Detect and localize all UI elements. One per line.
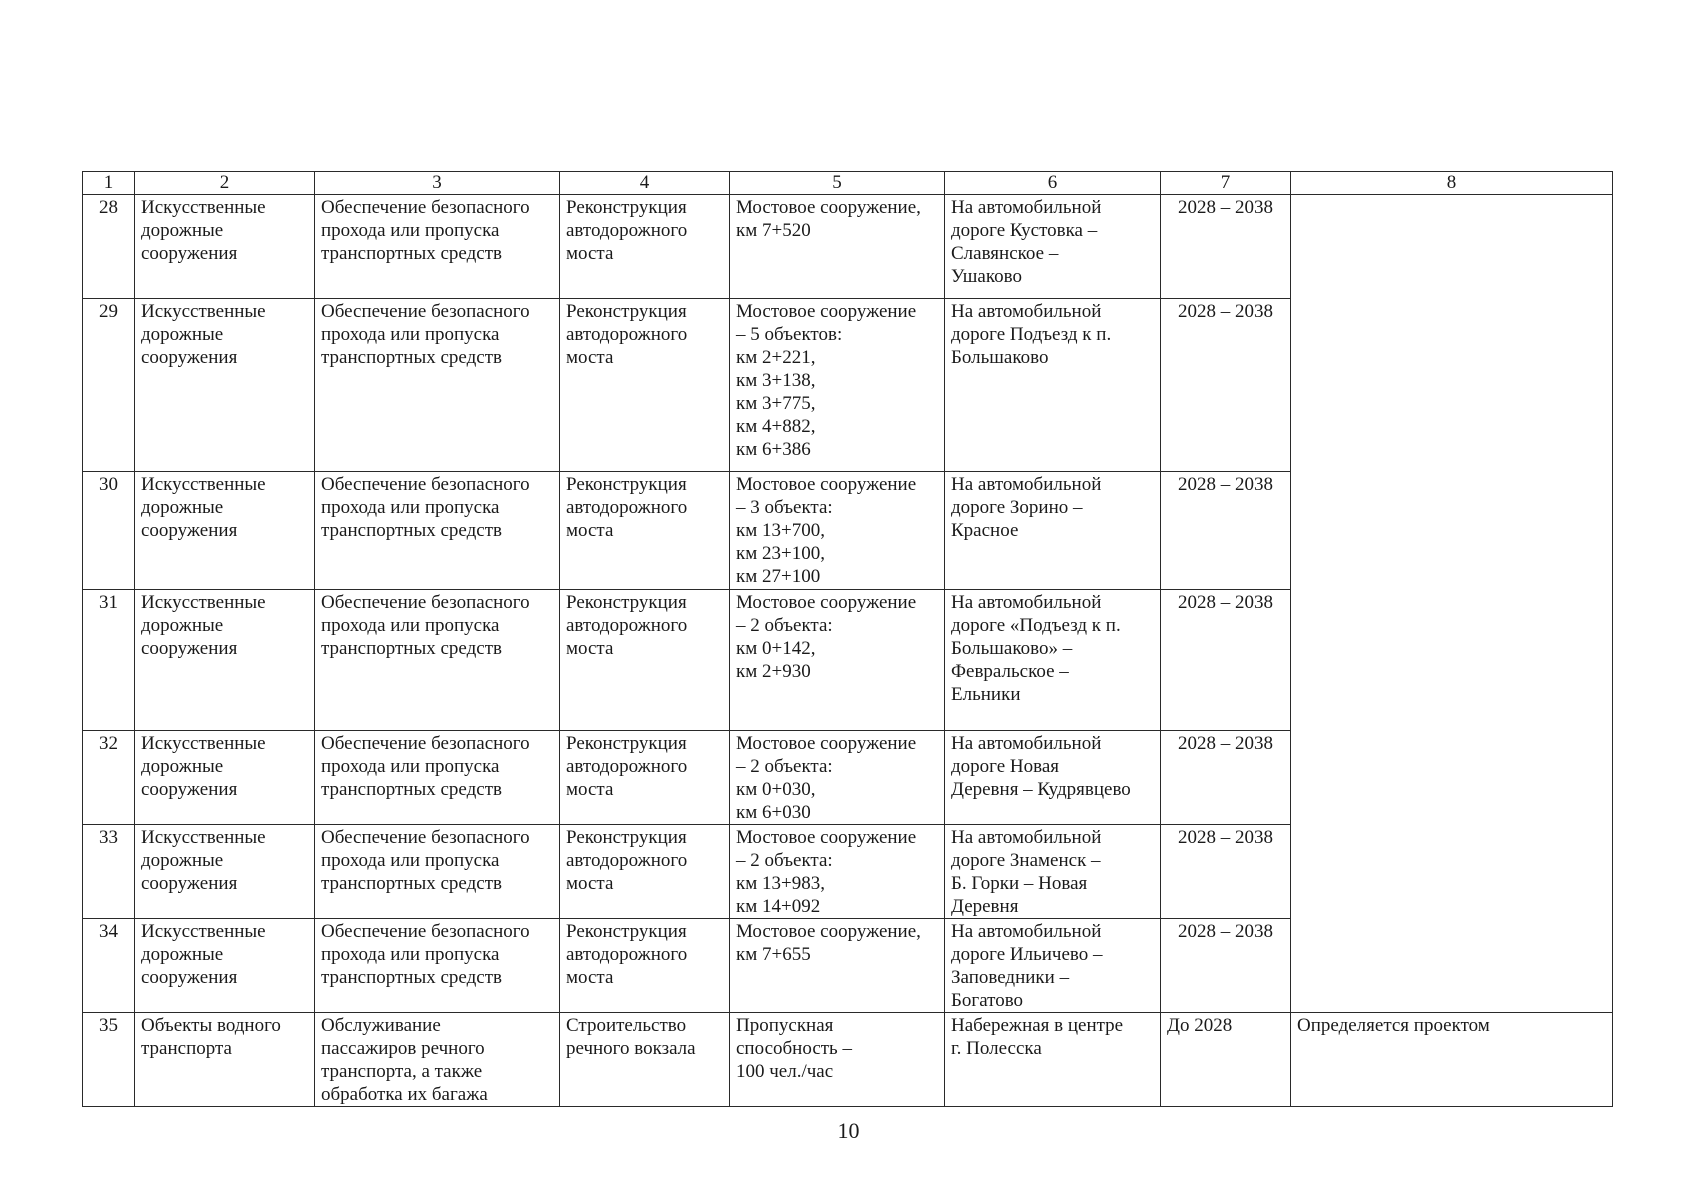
period-cell: 2028 – 2038 <box>1161 590 1291 731</box>
purpose-cell: Обеспечение безопасного прохода или пропуска транспортных средств <box>315 195 560 299</box>
notes-cell: Определяется проектом <box>1291 1013 1613 1107</box>
object-type-cell: Искусственные дорожные сооружения <box>135 825 315 919</box>
period-cell: 2028 – 2038 <box>1161 472 1291 590</box>
object-description-cell: Мостовое сооружение – 5 объектов: км 2+221, км 3+138, км 3+775, км 4+882, км 6+386 <box>730 299 945 472</box>
work-type-cell: Реконструкция автодорожного моста <box>560 731 730 825</box>
column-header-6: 6 <box>945 172 1161 195</box>
row-number: 32 <box>83 731 135 825</box>
purpose-cell: Обеспечение безопасного прохода или пропуска транспортных средств <box>315 299 560 472</box>
location-cell: На автомобильной дороге Кустовка – Славянское – Ушаково <box>945 195 1161 299</box>
purpose-cell: Обеспечение безопасного прохода или пропуска транспортных средств <box>315 472 560 590</box>
purpose-cell: Обеспечение безопасного прохода или пропуска транспортных средств <box>315 590 560 731</box>
object-type-cell: Объекты водного транспорта <box>135 1013 315 1107</box>
page-number: 10 <box>837 1118 860 1143</box>
document-table <box>82 171 1613 1107</box>
object-description-cell: Пропускная способность – 100 чел./час <box>730 1013 945 1107</box>
location-cell: Набережная в центре г. Полесска <box>945 1013 1161 1107</box>
column-header-8: 8 <box>1291 172 1613 195</box>
object-type-cell: Искусственные дорожные сооружения <box>135 195 315 299</box>
row-number: 28 <box>83 195 135 299</box>
object-description-cell: Мостовое сооружение, км 7+520 <box>730 195 945 299</box>
work-type-cell: Реконструкция автодорожного моста <box>560 825 730 919</box>
period-cell: 2028 – 2038 <box>1161 731 1291 825</box>
work-type-cell: Реконструкция автодорожного моста <box>560 195 730 299</box>
purpose-cell: Обеспечение безопасного прохода или пропуска транспортных средств <box>315 919 560 1013</box>
location-cell: На автомобильной дороге Знаменск – Б. Горки – Новая Деревня <box>945 825 1161 919</box>
work-type-cell: Реконструкция автодорожного моста <box>560 299 730 472</box>
object-type-cell: Искусственные дорожные сооружения <box>135 919 315 1013</box>
purpose-cell: Обслуживание пассажиров речного транспорта, а также обработка их багажа <box>315 1013 560 1107</box>
object-type-cell: Искусственные дорожные сооружения <box>135 590 315 731</box>
object-description-cell: Мостовое сооружение, км 7+655 <box>730 919 945 1013</box>
object-description-cell: Мостовое сооружение – 3 объекта: км 13+700, км 23+100, км 27+100 <box>730 472 945 590</box>
table-row <box>83 1013 1613 1107</box>
object-type-cell: Искусственные дорожные сооружения <box>135 731 315 825</box>
work-type-cell: Реконструкция автодорожного моста <box>560 919 730 1013</box>
row-number: 35 <box>83 1013 135 1107</box>
row-number: 30 <box>83 472 135 590</box>
location-cell: На автомобильной дороге Ильичево – Заповедники – Богатово <box>945 919 1161 1013</box>
location-cell: На автомобильной дороге Подъезд к п. Большаково <box>945 299 1161 472</box>
table-header-row <box>83 172 1613 195</box>
column-header-4: 4 <box>560 172 730 195</box>
location-cell: На автомобильной дороге «Подъезд к п. Большаково» – Февральское – Ельники <box>945 590 1161 731</box>
period-cell: 2028 – 2038 <box>1161 299 1291 472</box>
notes-cell-merged <box>1291 195 1613 1013</box>
row-number: 34 <box>83 919 135 1013</box>
purpose-cell: Обеспечение безопасного прохода или пропуска транспортных средств <box>315 731 560 825</box>
row-number: 29 <box>83 299 135 472</box>
object-description-cell: Мостовое сооружение – 2 объекта: км 0+030, км 6+030 <box>730 731 945 825</box>
object-type-cell: Искусственные дорожные сооружения <box>135 472 315 590</box>
period-cell: 2028 – 2038 <box>1161 825 1291 919</box>
period-cell: До 2028 <box>1161 1013 1291 1107</box>
column-header-1: 1 <box>83 172 135 195</box>
period-cell: 2028 – 2038 <box>1161 919 1291 1013</box>
period-cell: 2028 – 2038 <box>1161 195 1291 299</box>
column-header-3: 3 <box>315 172 560 195</box>
column-header-7: 7 <box>1161 172 1291 195</box>
column-header-5: 5 <box>730 172 945 195</box>
object-description-cell: Мостовое сооружение – 2 объекта: км 13+983, км 14+092 <box>730 825 945 919</box>
row-number: 33 <box>83 825 135 919</box>
object-type-cell: Искусственные дорожные сооружения <box>135 299 315 472</box>
work-type-cell: Строительство речного вокзала <box>560 1013 730 1107</box>
purpose-cell: Обеспечение безопасного прохода или пропуска транспортных средств <box>315 825 560 919</box>
location-cell: На автомобильной дороге Зорино – Красное <box>945 472 1161 590</box>
location-cell: На автомобильной дороге Новая Деревня – Кудрявцево <box>945 731 1161 825</box>
work-type-cell: Реконструкция автодорожного моста <box>560 590 730 731</box>
work-type-cell: Реконструкция автодорожного моста <box>560 472 730 590</box>
table-row <box>83 195 1613 299</box>
row-number: 31 <box>83 590 135 731</box>
object-description-cell: Мостовое сооружение – 2 объекта: км 0+142, км 2+930 <box>730 590 945 731</box>
column-header-2: 2 <box>135 172 315 195</box>
